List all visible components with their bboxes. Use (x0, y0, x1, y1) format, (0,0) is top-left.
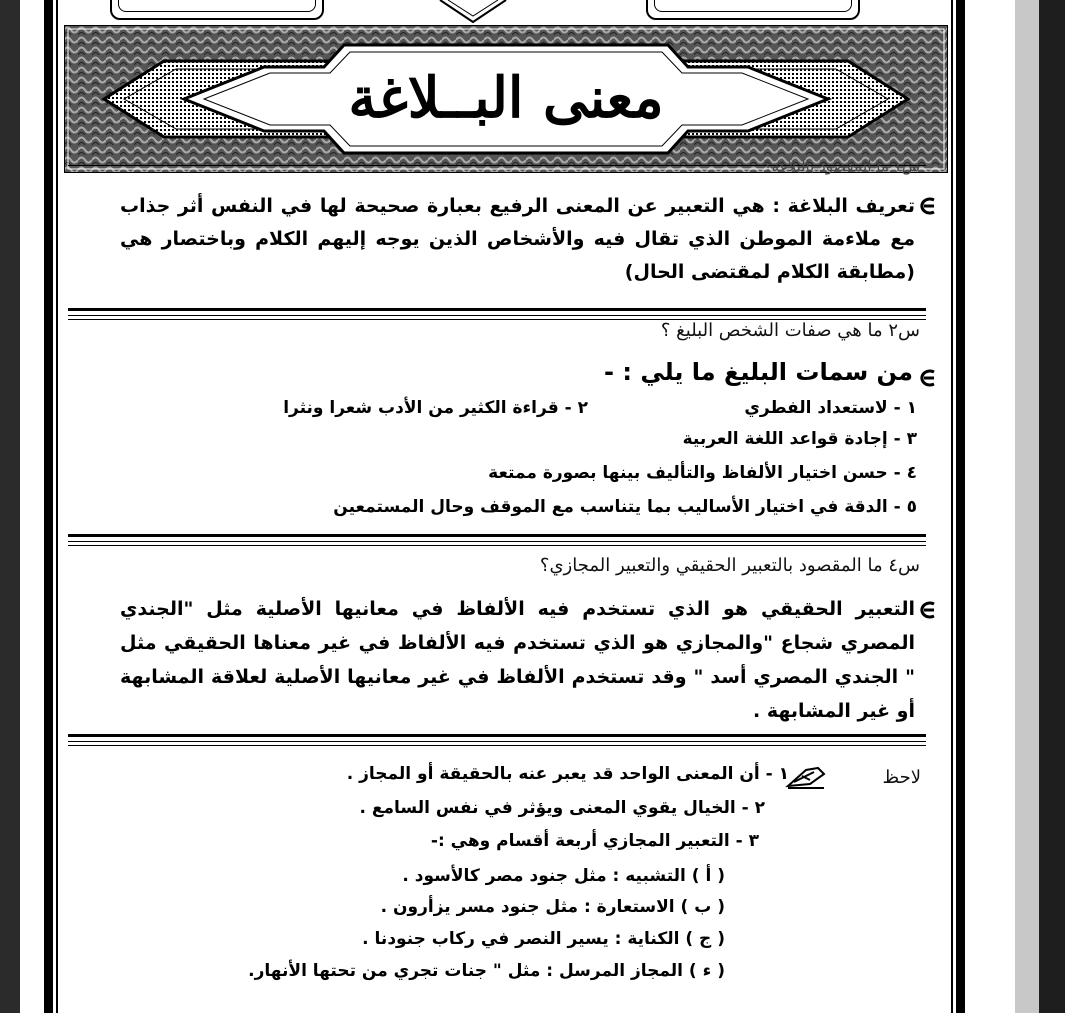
top-frame-tab-left (110, 0, 324, 20)
note-item: ١ - أن المعنى الواحد قد يعبر عنه بالحقيقة أو المجاز . (346, 764, 789, 784)
note-item: ( ب ) الاستعارة : مثل جنود مسر يزأرون . (380, 897, 725, 917)
writing-hand-icon (784, 764, 828, 792)
note-item: ( ء ) المجاز المرسل : مثل " جنات تجري من تحتها الأنهار. (248, 961, 725, 981)
bullet-arrow-icon (918, 601, 938, 619)
title-banner (64, 25, 948, 173)
document-page (20, 0, 1015, 1013)
bullet-arrow-icon (918, 197, 938, 215)
question-2: س٢ ما هي صفات الشخص البليغ ؟ (660, 320, 920, 341)
definition-paragraph: تعريف البلاغة : هي التعبير عن المعنى الرفيع بعبارة صحيحة لها في النفس أثر جذاب مع ملاءمة الموطن الذي تقال فيه والأشخاص الذين يوجه إليهم الكلام وباختصار هي (مطابقة الكلام لمقتضى الحال) (120, 195, 915, 283)
trait-item: ٣ - إجادة قواعد اللغة العربية (682, 429, 917, 449)
question-4: س٤ ما المقصود بالتعبير الحقيقي والتعبير المجازي؟ (539, 555, 920, 576)
section-divider-thin (68, 545, 926, 546)
question-1: س١ ما المقصود بالبلاغة؟ (763, 157, 920, 175)
page-title: معنى البــلاغة (348, 65, 664, 131)
section-divider (68, 734, 926, 737)
window-edge (1015, 0, 1039, 1013)
section-divider-thin (68, 315, 926, 316)
trait-item: ٥ - الدقة في اختيار الأساليب بما يتناسب مع الموقف وحال المستمعين (333, 497, 917, 517)
literal-figurative-paragraph: التعبير الحقيقي هو الذي تستخدم فيه الألفاظ في معانيها الأصلية مثل "الجندي المصري شجاع "والمجازي هو الذي تستخدم فيه الألفاظ في غير معناها الحقيقي مثل " الجندي المصري أسد " وقد تستخدم الألفاظ في غير معانيها الأصلية لعلاقة المشابهة أو غير المشابهة . (120, 598, 915, 722)
top-frame-chevron (438, 0, 508, 24)
section-divider-thin (68, 745, 926, 746)
frame-left-border (44, 0, 53, 1013)
frame-left-border-inner (56, 0, 58, 1013)
section-divider (68, 534, 926, 537)
frame-right-border (956, 0, 965, 1013)
trait-item: ٢ - قراءة الكثير من الأدب شعرا ونثرا (283, 398, 588, 418)
note-item: ٢ - الخيال يقوي المعنى ويؤثر في نفس السامع . (359, 798, 765, 818)
traits-intro: من سمات البليغ ما يلي : - (604, 358, 913, 386)
frame-right-border-inner (951, 0, 953, 1013)
section-divider (68, 308, 926, 311)
note-item: ٣ - التعبير المجازي أربعة أقسام وهي :- (430, 831, 759, 851)
top-frame-tab-right (646, 0, 860, 20)
note-item: ( أ ) التشبيه : مثل جنود مصر كالأسود . (402, 866, 725, 886)
notes-label: لاحظ (882, 767, 921, 788)
bullet-arrow-icon (918, 369, 938, 387)
section-divider-thin (68, 741, 926, 742)
window-background (1039, 0, 1065, 1013)
note-item: ( ج ) الكناية : يسير النصر في ركاب جنودنا . (362, 929, 725, 949)
trait-item: ٤ - حسن اختيار الألفاظ والتأليف بينها بصورة ممتعة (488, 463, 917, 483)
section-divider-thin (68, 541, 926, 542)
trait-item: ١ - لاستعداد الفطري (744, 398, 917, 418)
